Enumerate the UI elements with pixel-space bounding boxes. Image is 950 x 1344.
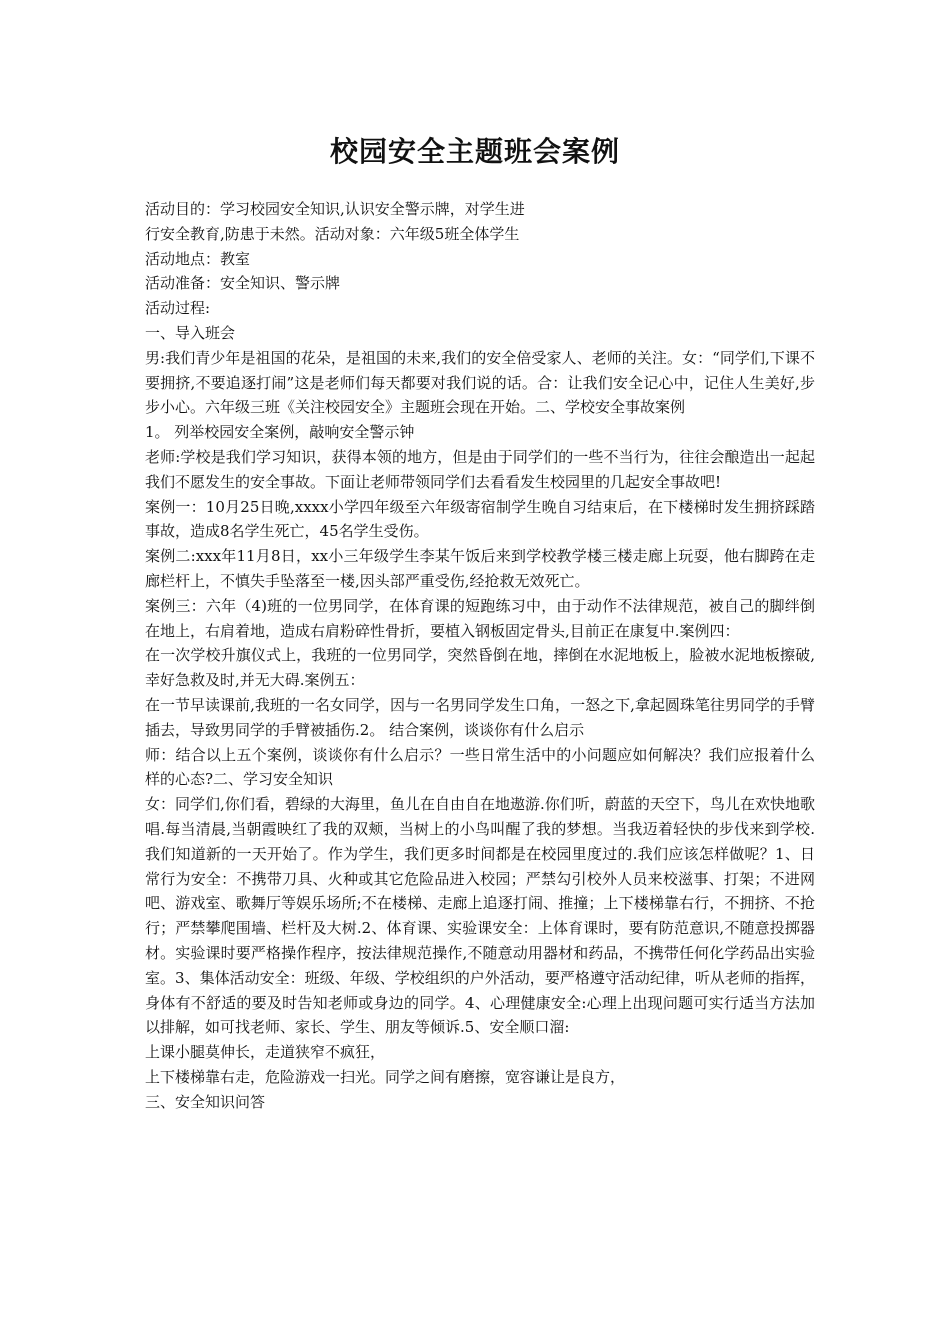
paragraph-teacher-question: 师：结合以上五个案例，谈谈你有什么启示？一些日常生活中的小问题应如何解决？我们应报着什么样的心态?二、学习安全知识 [145, 745, 815, 789]
paragraph-location: 活动地点：教室 [145, 249, 251, 268]
paragraph-case-two: 案例二:xxx年11月8日，xx小三年级学生李某午饭后来到学校教学楼三楼走廊上玩耍，他右脚跨在走廊栏杆上，不慎失手坠落至一楼,因头部严重受伤,经抢救无效死亡。 [145, 547, 815, 590]
paragraph-opening-dialogue: 男:我们青少年是祖国的花朵，是祖国的未来,我们的安全倍受家人、老师的关注。女：“同学们,下课不要拥挤,不要追逐打闹”这是老师们每天都要对我们说的话。合：让我们安全记心中，记住人生美好,步步小心。六年级三班《关注校园安全》主题班会现在开始。二、学校安全事故案例 [145, 348, 815, 417]
section-heading-intro: 一、导入班会 [145, 323, 236, 342]
paragraph-case-four: 在一次学校升旗仪式上，我班的一位男同学，突然昏倒在地，摔倒在水泥地板上，脸被水泥地板擦破,幸好急救及时,并无大碍.案例五： [145, 646, 815, 690]
paragraph-case-three: 案例三：六年（4)班的一位男同学，在体育课的短跑练习中，由于动作不法律规范，被自己的脚绊倒在地上，右肩着地，造成右肩粉碎性骨折，要植入钢板固定骨头,目前正在康复中.案例四： [145, 596, 815, 640]
paragraph-safety-knowledge: 女：同学们,你们看，碧绿的大海里，鱼儿在自由自在地遨游.你们听，蔚蓝的天空下，鸟儿在欢快地歌唱.每当清晨,当朝霞映红了我的双颊，当树上的小鸟叫醒了我的梦想。当我迈着轻快的步伐来到学校.我们知道新的一天开始了。作为学生，我们更多时间都是在校园里度过的.我们应该怎样做呢？1、日常行为安全：不携带刀具、火种或其它危险品进入校园；严禁勾引校外人员来校滋事、打架；不进网吧、游戏室、歌舞厅等娱乐场所;不在楼梯、走廊上追逐打闹、推撞；上下楼梯靠右行，不拥挤、不抢行；严禁攀爬围墙、栏杆及大树.2、体育课、实验课安全：上体育课时，要有防范意识,不随意投掷器材。实验课时要严格操作程序，按法律规范操作,不随意动用器材和药品，不携带任何化学药品出实验室。3、集体活动安全：班级、年级、学校组织的户外活动，要严格遵守活动纪律，听从老师的指挥，身体有不舒适的要及时告知老师或身边的同学。4、心理健康安全:心理上出现问题可实行适当方法加以排解，如可找老师、家长、学生、朋友等倾诉.5、安全顺口溜: [145, 795, 815, 1037]
paragraph-teacher-intro: 老师:学校是我们学习知识，获得本领的地方，但是由于同学们的一些不当行为，往往会酿造出一起起我们不愿发生的安全事故。下面让老师带领同学们去看看发生校园里的几起安全事故吧! [145, 447, 815, 491]
document-body [145, 197, 815, 1114]
paragraph-process: 活动过程: [145, 299, 211, 318]
paragraph-rhyme-line-two: 上下楼梯靠右走，危险游戏一扫光。同学之间有磨擦，宽容谦让是良方， [145, 1067, 626, 1086]
paragraph-rhyme-line-one: 上课小腿莫伸长，走道狭窄不疯狂， [145, 1043, 386, 1062]
subheading-list-cases: 1。 列举校园安全案例，敲响安全警示钟 [145, 423, 415, 442]
section-heading-quiz: 三、安全知识问答 [145, 1092, 266, 1111]
paragraph-purpose: 活动目的：学习校园安全知识,认识安全警示牌，对学生进 [145, 200, 525, 218]
paragraph-preparation: 活动准备：安全知识、警示牌 [145, 274, 341, 293]
paragraph-target: 行安全教育,防患于未然。活动对象：六年级5班全体学生 [145, 224, 520, 243]
paragraph-case-five: 在一节早读课前,我班的一名女同学，因与一名男同学发生口角，一怒之下,拿起圆珠笔往男同学的手臂插去，导致男同学的手臂被插伤.2。 结合案例，谈谈你有什么启示 [145, 695, 815, 739]
document-title: 校园安全主题班会案例 [329, 135, 620, 168]
paragraph-case-one: 案例一：10月25日晚,xxxx小学四年级至六年级寄宿制学生晚自习结束后，在下楼梯时发生拥挤踩踏事故，造成8名学生死亡，45名学生受伤。 [145, 497, 815, 541]
